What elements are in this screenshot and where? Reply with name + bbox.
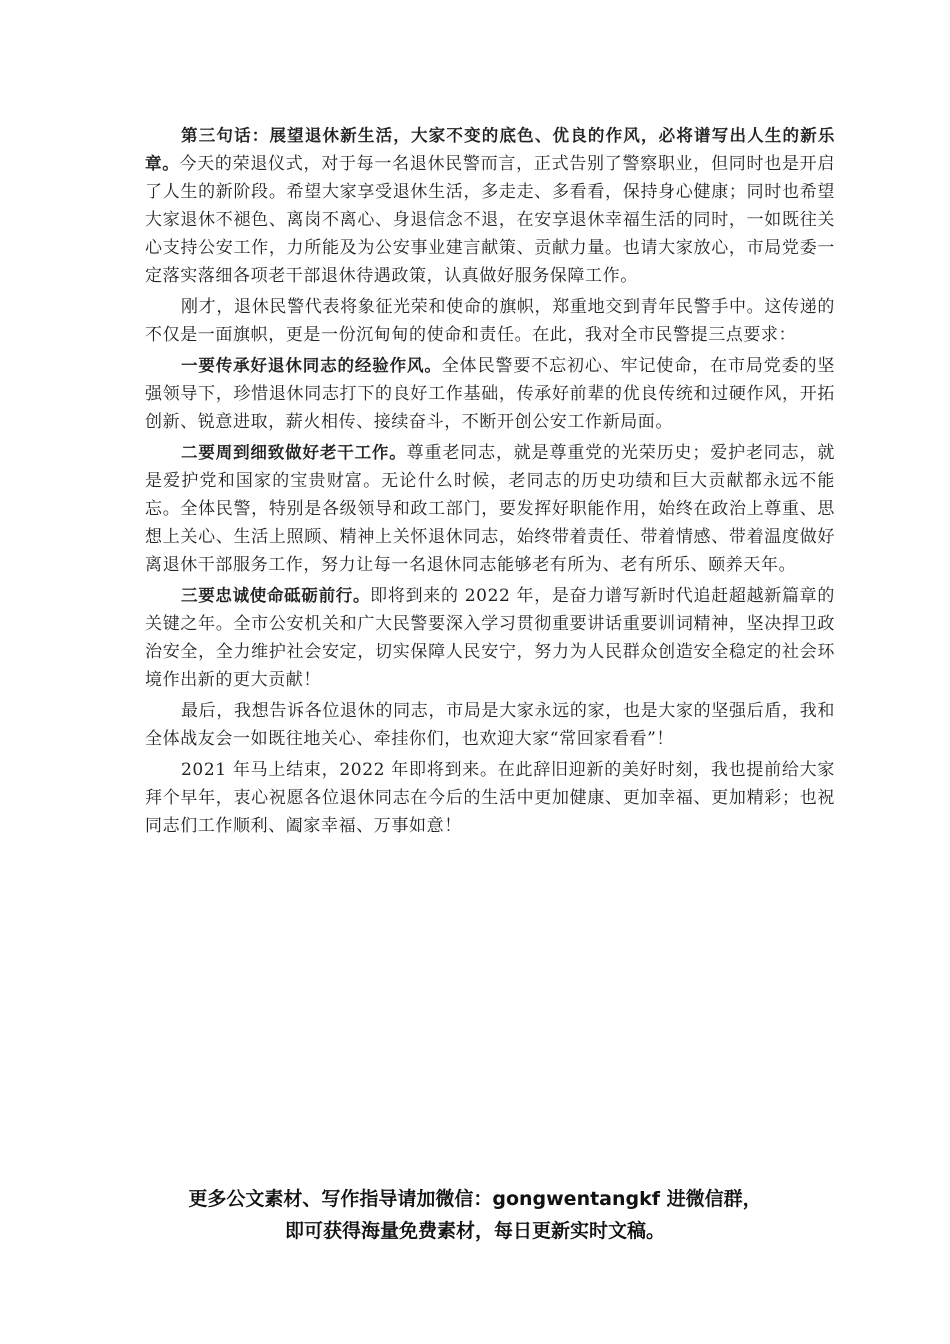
- promo-line-1: 更多公文素材、写作指导请加微信：gongwentangkf 进微信群，: [188, 1188, 762, 1210]
- paragraph-text: 最后，我想告诉各位退休的同志，市局是大家永远的家，也是大家的坚强后盾，我和全体战友会一如既往地关心、牵挂你们，也欢迎大家“常回家看看”！: [145, 701, 835, 749]
- paragraph-lead: 第三句话：展望退休新生活，大家不变的底色、优良的作风，必将谱写出人生的新乐章。: [145, 126, 835, 173]
- paragraph-text: 刚才，退休民警代表将象征光荣和使命的旗帜，郑重地交到青年民警手中。这传递的不仅是一面旗帜，更是一份沉甸甸的使命和责任。在此，我对全市民警提三点要求：: [145, 297, 835, 345]
- paragraph-lead: 二要周到细致做好老干工作。: [181, 443, 407, 462]
- paragraph-text: 即将到来的 2022 年，是奋力谱写新时代追赶超越新篇章的关键之年。全市公安机关和广大民警要深入学习贯彻重要讲话重要训词精神，坚决捍卫政治安全，全力维护社会安定，切实保障人民安宁，努力为人民群众创造安全稳定的社会环境作出新的更大贡献！: [145, 586, 835, 690]
- promo-line-2: 即可获得海量免费素材，每日更新实时文稿。: [284, 1220, 665, 1242]
- paragraph-5: [145, 582, 835, 694]
- paragraph-6: [145, 697, 835, 753]
- paragraph-4: [145, 439, 835, 579]
- paragraph-3: [145, 352, 835, 436]
- paragraph-1: [145, 122, 835, 290]
- paragraph-text: 尊重老同志，就是尊重党的光荣历史；爱护老同志，就是爱护党和国家的宝贵财富。无论什么时候，老同志的历史功绩和巨大贡献都永远不能忘。全体民警，特别是各级领导和政工部门，要发挥好职能作用，始终在政治上尊重、思想上关心、生活上照顾、精神上关怀退休同志，始终带着责任、带着情感、带着温度做好离退休干部服务工作，努力让每一名退休同志能够老有所为、老有所乐、颐养天年。: [145, 443, 835, 575]
- paragraph-text: 2021 年马上结束，2022 年即将到来。在此辞旧迎新的美好时刻，我也提前给大家拜个早年，衷心祝愿各位退休同志在今后的生活中更加健康、更加幸福、更加精彩；也祝同志们工作顺利、阖家幸福、万事如意！: [145, 760, 835, 836]
- paragraph-7: [145, 756, 835, 840]
- paragraph-lead: 三要忠诚使命砥砺前行。: [181, 586, 371, 605]
- paragraph-2: [145, 293, 835, 349]
- paragraph-lead: 一要传承好退休同志的经验作风。: [181, 356, 442, 375]
- promo-footer: [0, 1183, 950, 1247]
- paragraph-text: 全体民警要不忘初心、牢记使命，在市局党委的坚强领导下，珍惜退休同志打下的良好工作基础，传承好前辈的优良传统和过硬作风，开拓创新、锐意进取，薪火相传、接续奋斗，不断开创公安工作新局面。: [145, 356, 836, 432]
- document-body: [145, 122, 835, 843]
- paragraph-text: 今天的荣退仪式，对于每一名退休民警而言，正式告别了警察职业，但同时也是开启了人生的新阶段。希望大家享受退休生活，多走走、多看看，保持身心健康；同时也希望大家退休不褪色、离岗不离心、身退信念不退，在安享退休幸福生活的同时，一如既往关心支持公安工作，力所能及为公安事业建言献策、贡献力量。也请大家放心，市局党委一定落实落细各项老干部退休待遇政策，认真做好服务保障工作。: [145, 154, 836, 286]
